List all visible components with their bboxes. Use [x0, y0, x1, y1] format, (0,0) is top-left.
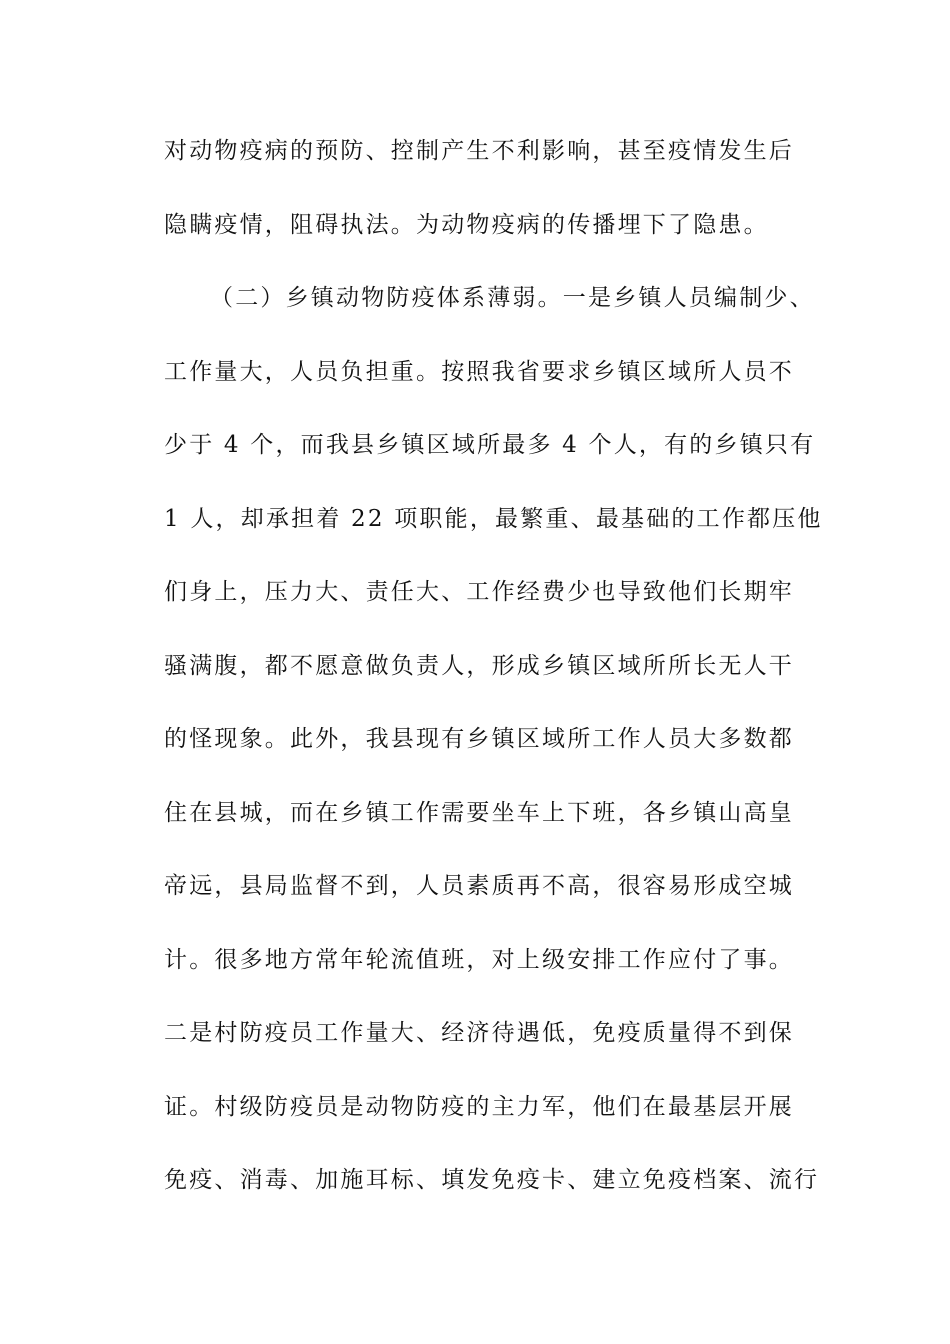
section-heading-line: （二）乡镇动物防疫体系薄弱。一是乡镇人员编制少、 [210, 285, 815, 311]
text-line: 少于 4 个，而我县乡镇区域所最多 4 个人，有的乡镇只有 [164, 432, 816, 458]
text-line: 1 人，却承担着 22 项职能，最繁重、最基础的工作都压他 [164, 505, 823, 532]
text-line: 们身上，压力大、责任大、工作经费少也导致他们长期牢 [164, 579, 794, 605]
body-text [164, 128, 823, 1231]
text-line: 骚满腹，都不愿意做负责人，形成乡镇区域所所长无人干 [164, 652, 794, 679]
text-line: 对动物疫病的预防、控制产生不利影响，甚至疫情发生后 [164, 138, 794, 164]
text-line: 住在县城，而在乡镇工作需要坐车上下班，各乡镇山高皇 [164, 799, 794, 826]
text-line: 隐瞒疫情，阻碍执法。为动物疫病的传播埋下了隐患。 [164, 211, 769, 238]
text-line: 计。很多地方常年轮流值班，对上级安排工作应付了事。 [164, 946, 794, 973]
text-line: 帝远，县局监督不到，人员素质再不高，很容易形成空城 [164, 873, 794, 899]
text-line: 二是村防疫员工作量大、经济待遇低，免疫质量得不到保 [164, 1020, 794, 1046]
text-line: 证。村级防疫员是动物防疫的主力军，他们在最基层开展 [164, 1093, 794, 1120]
text-line: 的怪现象。此外，我县现有乡镇区域所工作人员大多数都 [164, 726, 794, 752]
text-line: 工作量大，人员负担重。按照我省要求乡镇区域所人员不 [164, 358, 794, 385]
text-line: 免疫、消毒、加施耳标、填发免疫卡、建立免疫档案、流行 [164, 1167, 820, 1193]
